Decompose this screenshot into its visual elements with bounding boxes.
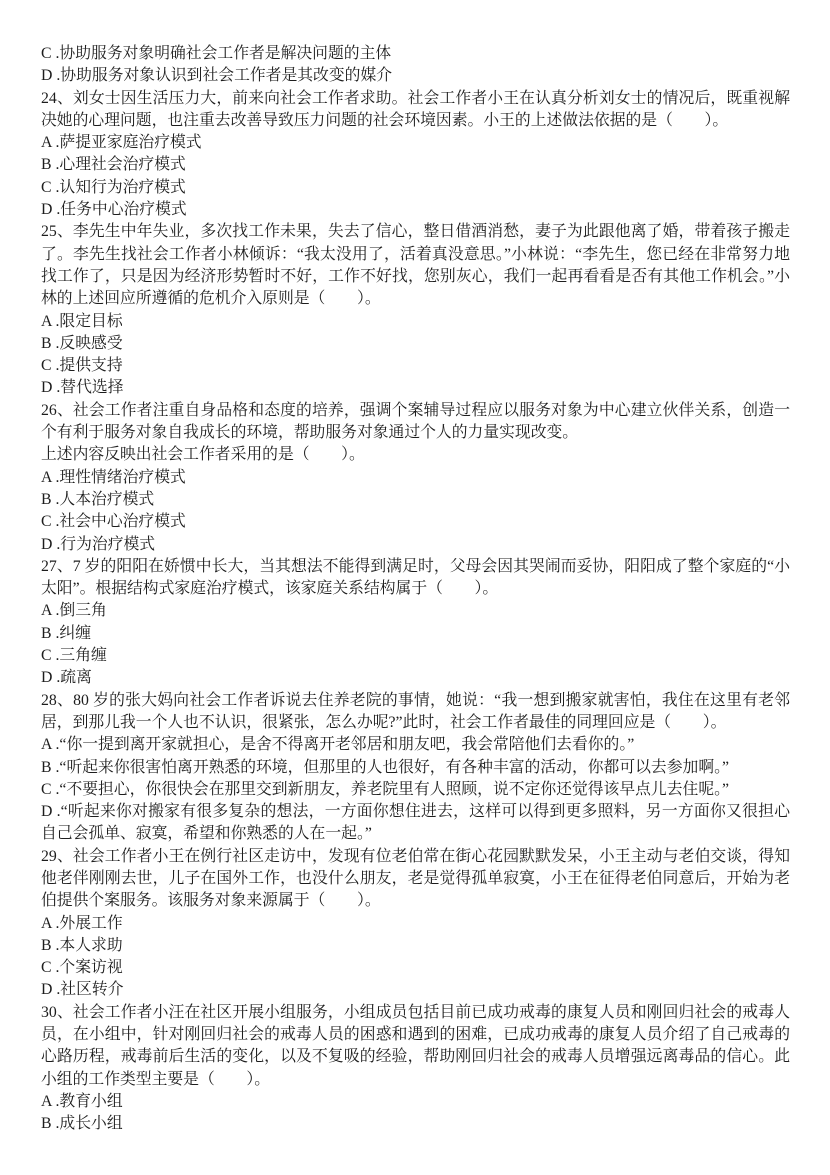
option-line: C .“不要担心，你很快会在那里交到新朋友，养老院里有人照顾，说不定你还觉得该早点儿去住呢。” (41, 780, 730, 798)
option-line: B .反映感受 (41, 334, 123, 352)
option-line: B .心理社会治疗模式 (41, 156, 186, 174)
question-stem: 30、社会工作者小汪在社区开展小组服务，小组成员包括目前已成功戒毒的康复人员和刚回归社会的戒毒人员，在小组中，针对刚回归社会的戒毒人员的困惑和遇到的困难，已成功戒毒的康复人员介绍了自己戒毒的心路历程，戒毒前后生活的变化，以及不复吸的经验，帮助刚回归社会的戒毒人员增强远离毒品的信心。此小组的工作类型主要是（ ）。 (41, 1003, 790, 1088)
question-stem: 25、李先生中年失业，多次找工作未果，失去了信心，整日借酒消愁，妻子为此跟他离了婚，带着孩子搬走了。李先生找社会工作者小林倾诉：“我太没用了，活着真没意思。”小林说：“李先生，您已经在非常努力地找工作了，只是因为经济形势暂时不好，工作不好找，您别灰心，我们一起再看看是否有其他工作机会。”小林的上述回应所遵循的危机介入原则是（ ）。 (41, 223, 790, 308)
question-28 (41, 690, 790, 846)
option-line: D .行为治疗模式 (41, 535, 156, 553)
option-line: A .外展工作 (41, 914, 123, 932)
option-line: B .成长小组 (41, 1115, 123, 1133)
option-line: A .理性情绪治疗模式 (41, 468, 186, 486)
option-line: A .“你一提到离开家就担心，是舍不得离开老邻居和朋友吧，我会常陪他们去看你的。” (41, 736, 635, 754)
option-line: D .社区转介 (41, 981, 124, 999)
question-stem: 27、7 岁的阳阳在娇惯中长大，当其想法不能得到满足时，父母会因其哭闹而妥协，阳阳成了整个家庭的“小太阳”。根据结构式家庭治疗模式，该家庭关系结构属于（ ）。 (41, 557, 790, 598)
option-line: C .个案访视 (41, 959, 123, 977)
option-line: A .限定目标 (41, 312, 123, 330)
option-line: A .教育小组 (41, 1092, 123, 1110)
question-24 (41, 88, 790, 222)
question-30 (41, 1002, 790, 1136)
option-line: C .认知行为治疗模式 (41, 178, 186, 196)
option-line: B .本人求助 (41, 936, 123, 954)
question-stem: 24、刘女士因生活压力大，前来向社会工作者求助。社会工作者小王在认真分析刘女士的情况后，既重视解决她的心理问题，也注重去改善导致压力问题的社会环境因素。小王的上述做法依据的是（ ）。 (41, 89, 790, 129)
question-26 (41, 400, 790, 556)
option-line: D .疏离 (41, 669, 92, 687)
option-line: C .提供支持 (41, 357, 123, 375)
option-line: D .任务中心治疗模式 (41, 201, 187, 219)
option-line: B .“听起来你很害怕离开熟悉的环境，但那里的人也很好，有各种丰富的活动，你都可以去参加啊。” (41, 758, 730, 776)
option-line: A .倒三角 (41, 602, 107, 620)
option-line: D .替代选择 (41, 379, 124, 397)
option-line: C .社会中心治疗模式 (41, 513, 186, 531)
question-stem: 26、社会工作者注重自身品格和态度的培养，强调个案辅导过程应以服务对象为中心建立伙伴关系，创造一个有利于服务对象自我成长的环境，帮助服务对象通过个人的力量实现改变。 (41, 401, 790, 442)
question-25 (41, 221, 790, 399)
option-line: B .纠缠 (41, 624, 92, 642)
question-stem: 29、社会工作者小王在例行社区走访中，发现有位老伯常在街心花园默默发呆，小王主动与老伯交谈，得知他老伴刚刚去世，儿子在国外工作，也没什么朋友，老是觉得孤单寂寞，小王在征得老伯同意后，开始为老伯提供个案服务。该服务对象来源属于（ ）。 (41, 847, 790, 910)
orphan-option-line: C .协助服务对象明确社会工作者是解决问题的主体 (41, 45, 392, 62)
option-line: D .“听起来你对搬家有很多复杂的想法，一方面你想住进去，这样可以得到更多照料，另一方面你又很担心自己会孤单、寂寞，希望和你熟悉的人在一起。” (41, 803, 790, 843)
question-29 (41, 846, 790, 1002)
question-27 (41, 556, 790, 690)
question-stem-note: 上述内容反映出社会工作者采用的是（ ）。 (41, 446, 365, 464)
orphan-option-line: D .协助服务对象认识到社会工作者是其改变的媒介 (41, 67, 393, 85)
option-line: B .人本治疗模式 (41, 490, 155, 508)
option-line: A .萨提亚家庭治疗模式 (41, 134, 202, 152)
option-line: C .三角缠 (41, 647, 107, 665)
question-stem: 28、80 岁的张大妈向社会工作者诉说去住养老院的事情，她说：“我一想到搬家就害怕，我住在这里有老邻居，到那儿我一个人也不认识，很紧张，怎么办呢?”此时，社会工作者最佳的同理回应是（ ）。 (41, 691, 790, 731)
